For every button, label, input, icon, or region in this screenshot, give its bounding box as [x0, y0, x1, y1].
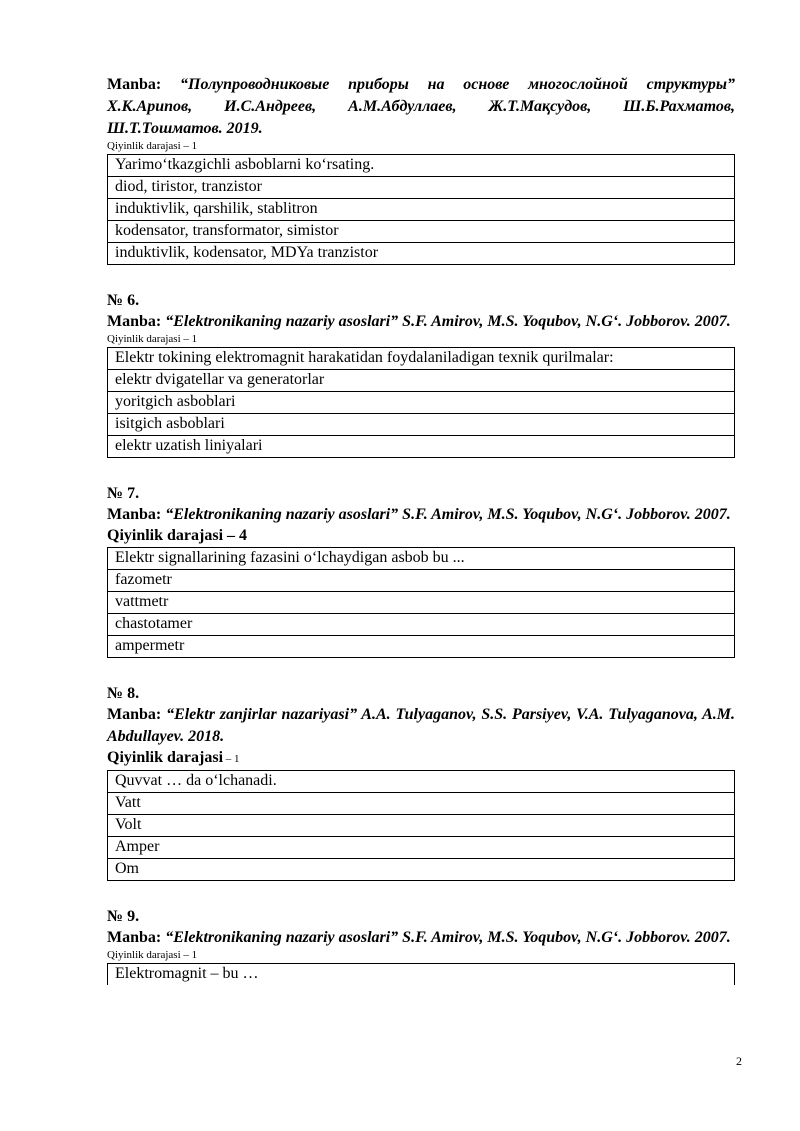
question-row: [108, 548, 735, 570]
answer-row: [108, 436, 735, 458]
answer-option: vattmetr: [108, 592, 735, 614]
source-citation: [107, 704, 735, 748]
source-citation: [107, 927, 735, 949]
question-table: [107, 547, 735, 658]
source-text: “Elektronikaning nazariy asoslari” S.F. Amirov, M.S. Yoqubov, N.G‘. Jobborov. 2007.: [165, 506, 731, 523]
source-label: Manba:: [107, 929, 166, 946]
question-block: [107, 484, 735, 658]
answer-option: Vatt: [108, 793, 735, 815]
question-row: [108, 348, 735, 370]
answer-row: [108, 859, 735, 881]
answer-option: chastotamer: [108, 614, 735, 636]
answer-row: [108, 614, 735, 636]
question-table: [107, 770, 735, 881]
question-block: [107, 684, 735, 881]
source-citation: [107, 311, 735, 333]
difficulty-level: Qiyinlik darajasi – 4: [107, 527, 248, 544]
question-block: [107, 907, 735, 985]
question-row: [108, 771, 735, 793]
answer-option: elektr dvigatellar va generatorlar: [108, 370, 735, 392]
source-label: Manba:: [107, 706, 167, 723]
answer-option: yoritgich asboblari: [108, 392, 735, 414]
question-text: Elektr signallarining fazasini o‘lchaydigan asbob bu ...: [108, 548, 735, 570]
answer-row: [108, 570, 735, 592]
answer-option: Volt: [108, 815, 735, 837]
answer-option: diod, tiristor, tranzistor: [108, 177, 735, 199]
question-table: [107, 154, 735, 265]
source-text: “Elektr zanjirlar nazariyasi” A.A. Tulyaganov, S.S. Parsiyev, V.A. Tulyaganova, A.M. Abdullayev. 2018.: [107, 706, 736, 745]
source-citation: [107, 504, 735, 526]
difficulty-level: Qiyinlik darajasi – 1: [107, 949, 198, 961]
answer-row: [108, 199, 735, 221]
question-number: № 8.: [107, 685, 140, 702]
answer-row: [108, 177, 735, 199]
question-block: [107, 291, 735, 458]
question-number: № 7.: [107, 485, 140, 502]
question-number: № 9.: [107, 908, 140, 925]
question-table: [107, 963, 735, 985]
question-text: Elektr tokining elektromagnit harakatidan foydalaniladigan texnik qurilmalar:: [108, 348, 735, 370]
answer-option: induktivlik, kodensator, MDYa tranzistor: [108, 243, 735, 265]
source-label: Manba:: [107, 313, 166, 330]
difficulty-value: – 1: [223, 753, 240, 765]
answer-option: fazometr: [108, 570, 735, 592]
question-table: [107, 347, 735, 458]
answer-option: ampermetr: [108, 636, 735, 658]
answer-row: [108, 392, 735, 414]
question-number: № 6.: [107, 292, 140, 309]
question-row: [108, 155, 735, 177]
answer-row: [108, 243, 735, 265]
question-text: Yarimo‘tkazgichli asboblarni ko‘rsating.: [108, 155, 735, 177]
answer-row: [108, 815, 735, 837]
source-text: “Elektronikaning nazariy asoslari” S.F. Amirov, M.S. Yoqubov, N.G‘. Jobborov. 2007.: [165, 313, 731, 330]
answer-option: induktivlik, qarshilik, stablitron: [108, 199, 735, 221]
question-text: Elektromagnit – bu …: [108, 964, 735, 986]
answer-row: [108, 592, 735, 614]
page-number: 2: [736, 1054, 742, 1068]
difficulty-level: [107, 748, 735, 769]
document-page: [107, 74, 735, 985]
answer-option: Amper: [108, 837, 735, 859]
answer-option: isitgich asboblari: [108, 414, 735, 436]
answer-row: [108, 636, 735, 658]
question-text: Quvvat … da o‘lchanadi.: [108, 771, 735, 793]
question-row: [108, 964, 735, 986]
answer-row: [108, 837, 735, 859]
answer-row: [108, 793, 735, 815]
answer-option: Om: [108, 859, 735, 881]
source-text: “Elektronikaning nazariy asoslari” S.F. Amirov, M.S. Yoqubov, N.G‘. Jobborov. 2007.: [165, 929, 731, 946]
answer-row: [108, 221, 735, 243]
answer-option: kodensator, transformator, simistor: [108, 221, 735, 243]
question-block: [107, 74, 735, 265]
difficulty-level: Qiyinlik darajasi – 1: [107, 140, 198, 152]
source-label: Manba:: [107, 506, 166, 523]
answer-row: [108, 414, 735, 436]
answer-option: elektr uzatish liniyalari: [108, 436, 735, 458]
answer-row: [108, 370, 735, 392]
source-label: Manba:: [107, 76, 181, 93]
difficulty-label: Qiyinlik darajasi: [107, 749, 224, 766]
source-citation: [107, 74, 735, 140]
source-text: “Полупроводниковые приборы на основе многослойной структуры” Х.К.Арипов, И.С.Андреев, А.М.Абдуллаев, Ж.Т.Мақсудов, Ш.Б.Рахматов, Ш.Т.Тошматов. 2019.: [107, 76, 735, 137]
difficulty-level: Qiyinlik darajasi – 1: [107, 333, 198, 345]
